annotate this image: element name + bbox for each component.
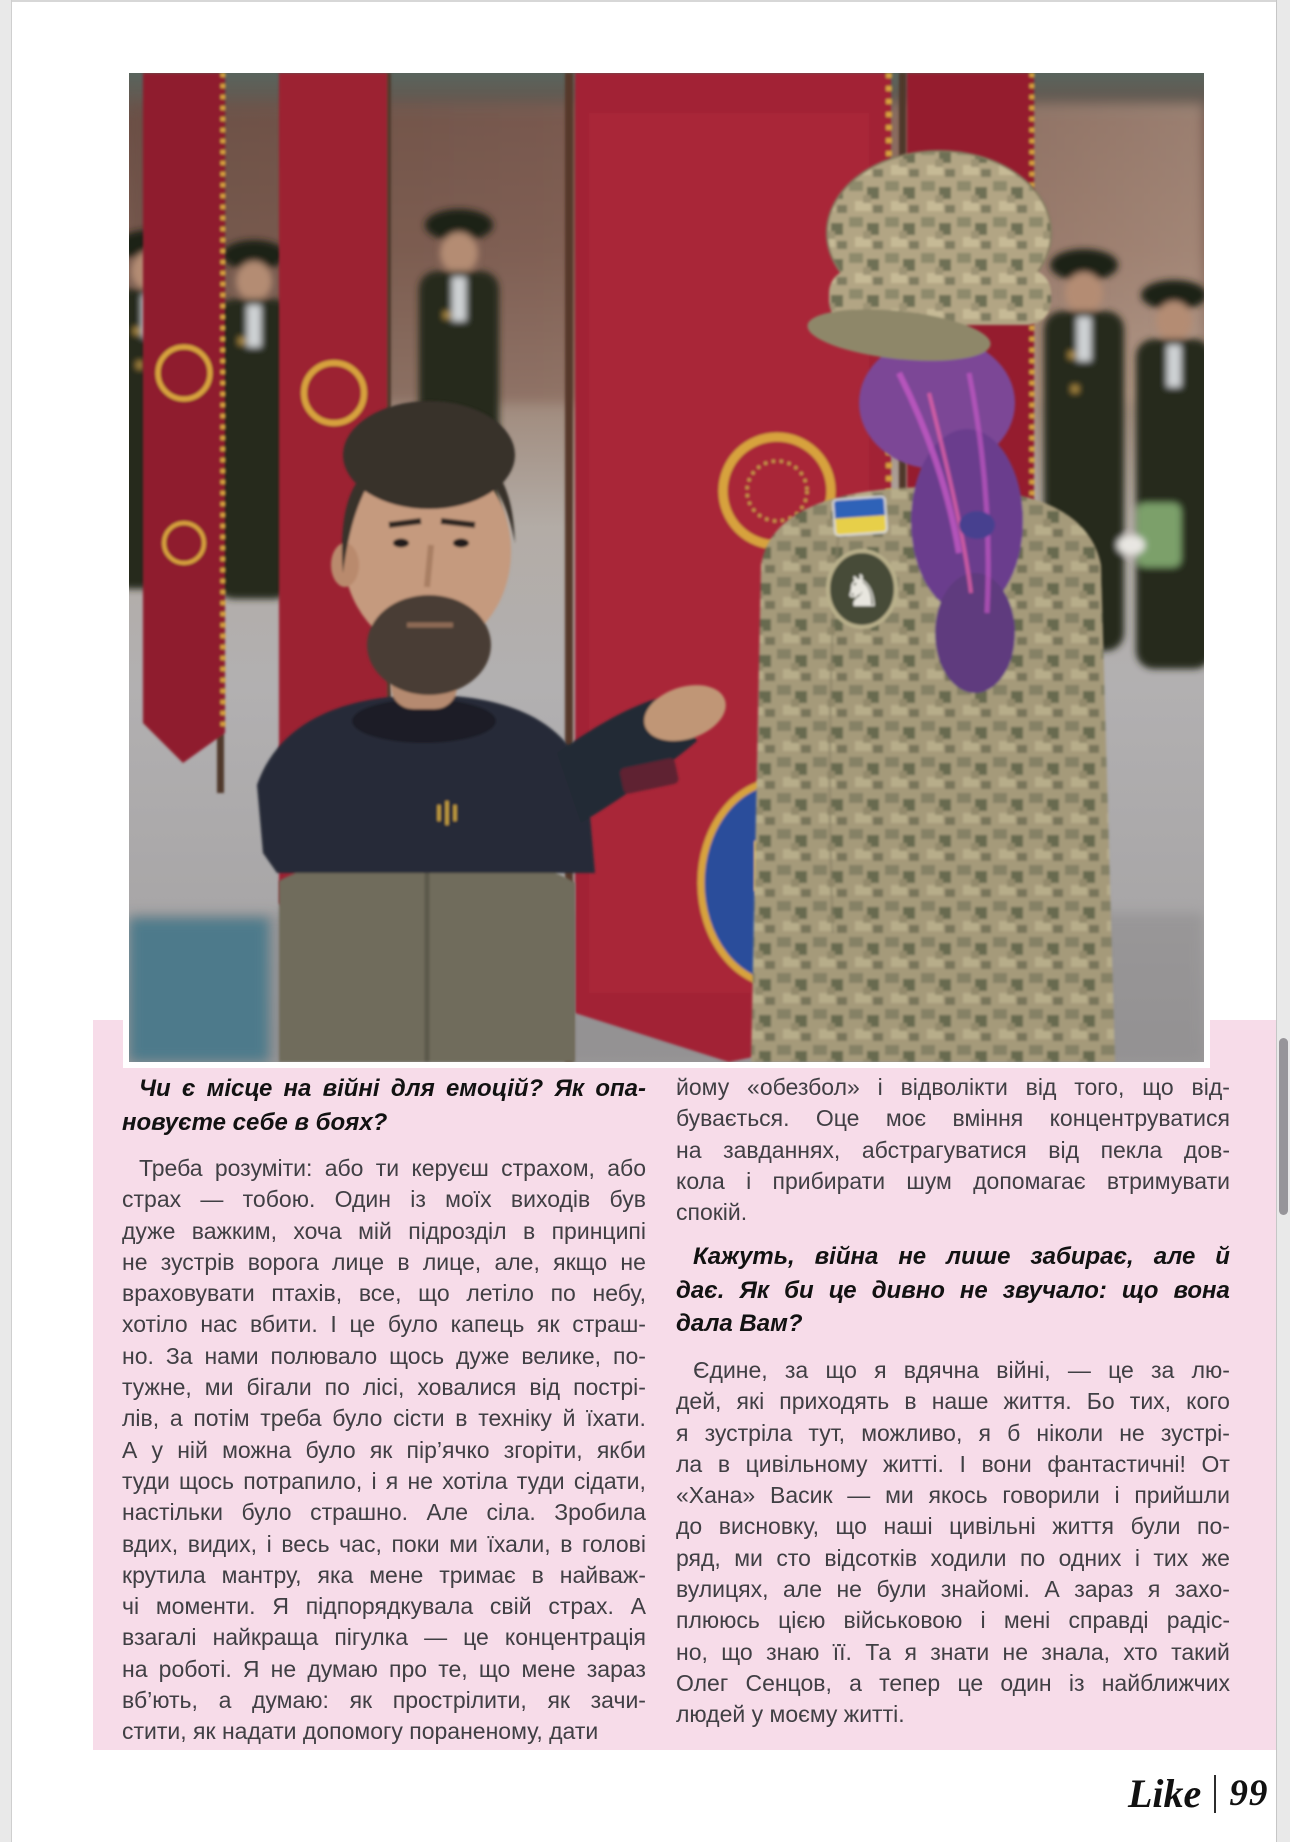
text-line: спокій.: [676, 1199, 748, 1226]
text-line: вдих, видих, і весь час, поки ми їхали, в голові: [122, 1530, 646, 1557]
award-ceremony-illustration: [129, 73, 1204, 1062]
text-line: новуєте себе в боях?: [122, 1108, 388, 1136]
text-line: Треба розуміти: або ти керуєш страхом, або: [139, 1155, 646, 1181]
text-line: лів, а потім треба було сісти в техніку й їхати.: [122, 1405, 646, 1432]
text-line: на завданнях, абстрагуватися від пекла дов-: [676, 1136, 1230, 1163]
scrollbar-track[interactable]: [1276, 0, 1290, 1842]
viewport-top-border: [0, 0, 1290, 2]
text-line: но, що знаю її. Та я знати не знала, хто такий: [676, 1638, 1230, 1665]
text-line: тужне, ми бігали по лісі, ховалися від пострі-: [122, 1374, 646, 1401]
text-line: Олег Сенцов, а тепер це один із найближчих: [676, 1669, 1230, 1696]
text-line: вулицях, але не були знайомі. А зараз я захо-: [676, 1576, 1230, 1603]
para-block: [122, 1153, 646, 1748]
text-line: А у ній можна було як пір’ячко згоріти, якби: [122, 1436, 646, 1463]
text-line: чі моменти. Я підпорядкувала свій страх. А: [122, 1593, 646, 1620]
text-line: крутила мантру, яка мене тримає в найваж-: [122, 1561, 646, 1588]
article-column-left: [122, 1072, 646, 1748]
text-line: ла в цивільному житті. І вони фантастичні! От: [676, 1450, 1230, 1477]
text-line: дала Вам?: [676, 1310, 803, 1338]
page-footer: [1128, 1770, 1268, 1817]
question-block: [122, 1072, 646, 1139]
text-line: Чи є місце на війні для емоцій? Як опа-: [139, 1075, 646, 1102]
text-line: йому «обезбол» і відволікти від того, що від-: [676, 1074, 1230, 1100]
text-line: «Хана» Васик — ми якось говорили і прийшли: [676, 1482, 1230, 1509]
article-columns: [122, 1072, 1230, 1748]
text-line: Єдине, за що я вдячна війні, — це за лю-: [693, 1356, 1230, 1383]
magazine-page: [12, 0, 1276, 1842]
text-line: настільки було страшно. Але сіла. Зробила: [122, 1499, 646, 1526]
text-line: страх — тобою. Один із моїх виходів був: [122, 1186, 646, 1213]
text-line: враховувати птахів, все, що летіло по небу,: [122, 1280, 646, 1307]
text-line: на роботі. Я не думаю про те, що мене зараз: [122, 1655, 646, 1682]
text-line: кола і прибирати шум допомагає втримувати: [676, 1167, 1230, 1194]
page-number: 99: [1229, 1773, 1269, 1814]
left-margin-strip: [0, 0, 12, 1842]
text-line: дуже важким, хоча мій підрозділ в принципі: [122, 1217, 646, 1244]
text-line: я зустріла тут, можливо, я б ніколи не зустрі-: [676, 1419, 1230, 1446]
scrollbar-thumb[interactable]: [1279, 1038, 1288, 1215]
text-line: стити, як надати допомогу пораненому, дати: [122, 1718, 599, 1745]
article-text-panel: [93, 1020, 1276, 1750]
chess-knight-patch: [828, 551, 896, 627]
text-line: бувається. Оце моє вміння концентруватися: [676, 1105, 1230, 1132]
text-line: дає. Як би це дивно не звучало: що вона: [676, 1276, 1230, 1304]
ukraine-flag-patch: [833, 496, 887, 536]
text-line: вб’ють, а думаю: як прострілити, як зачи-: [122, 1687, 646, 1714]
text-line: дей, які приходять в наше життя. Бо тих, кого: [676, 1388, 1230, 1415]
text-line: взагалі найкраща пігулка — це концентрація: [122, 1624, 646, 1651]
blue-flag-corner: [129, 918, 269, 1062]
text-line: до висновку, що наші цивільні життя були по-: [676, 1513, 1230, 1540]
text-line: плююсь цією військовою і мені справді радіс-: [676, 1607, 1230, 1634]
footer-divider: [1214, 1775, 1216, 1813]
text-line: Кажуть, війна не лише забирає, але й: [693, 1243, 1230, 1271]
article-column-right: [676, 1072, 1230, 1748]
text-line: не зустрів ворога лице в лице, але, якщо не: [122, 1248, 646, 1275]
article-photo: [123, 67, 1210, 1068]
question-block: [676, 1240, 1230, 1341]
para-block: [676, 1072, 1230, 1228]
magazine-brand: Like: [1128, 1771, 1202, 1816]
para-block: [676, 1355, 1230, 1731]
text-line: хотіло нас вбити. І це було капець як страш-: [122, 1311, 646, 1338]
text-line: ряд, ми сто відсотків ходили по одних і тих же: [676, 1544, 1230, 1571]
text-line: но. За нами полювало щось дуже велике, по-: [122, 1342, 646, 1369]
svg-text:♞: ♞: [842, 566, 882, 617]
text-line: людей у моєму житті.: [676, 1701, 905, 1728]
text-line: туди щось потрапило, і я не хотіла туди сідати,: [122, 1467, 646, 1494]
